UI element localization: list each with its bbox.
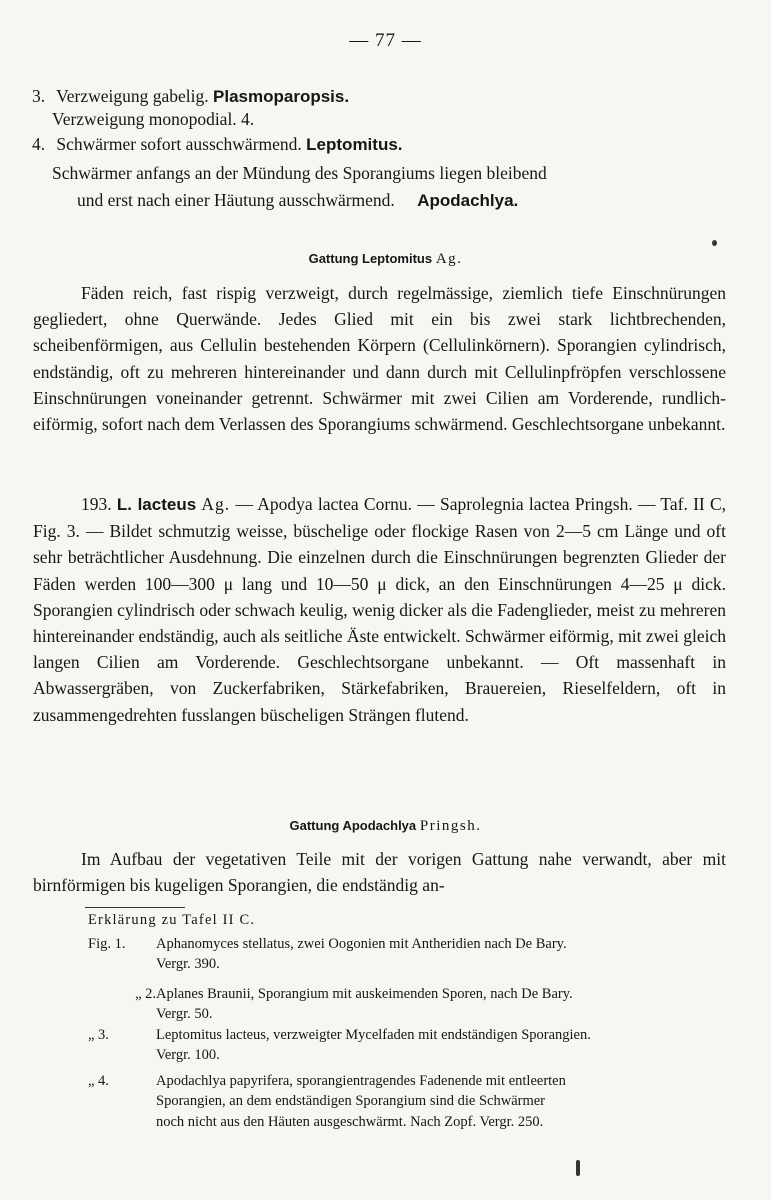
key-taxon-leptomitus: Leptomitus. xyxy=(306,135,403,154)
footnote-label: „ 3. xyxy=(88,1027,109,1043)
species-author: Ag. xyxy=(201,494,231,514)
key-text: Verzweigung gabelig. xyxy=(56,86,209,106)
species-entry-193 xyxy=(33,491,726,728)
genus-name: Gattung Apodachlya xyxy=(289,818,417,833)
footnote-magnification: Vergr. 50. xyxy=(156,1006,213,1023)
key-text: Schwärmer anfangs an der Mündung des Sporangiums liegen bleibend xyxy=(52,163,547,183)
footnote-fig-1 xyxy=(88,934,738,975)
genus-heading-apodachlya xyxy=(0,818,771,835)
footnote-label: „ 2. xyxy=(135,986,156,1002)
key-line-3 xyxy=(32,85,732,108)
key-text: Verzweigung monopodial. 4. xyxy=(52,109,255,129)
ink-speck xyxy=(576,1160,580,1176)
footnote-magnification: Vergr. 390. xyxy=(156,956,220,973)
key-number: 3. xyxy=(32,86,46,106)
key-taxon-apodachlya: Apodachlya. xyxy=(417,191,519,210)
footnote-text-line: noch nicht aus den Häuten ausgeschwärmt. Nach Zopf. Vergr. 250. xyxy=(156,1113,544,1130)
footnote-label: „ 4. xyxy=(88,1073,109,1089)
footnote-divider xyxy=(85,907,185,908)
key-number: 4. xyxy=(32,134,46,154)
footnote-fig-4 xyxy=(88,1071,738,1132)
species-name: L. lacteus xyxy=(116,495,197,514)
footnote-text: Aplanes Braunii, Sporangium mit auskeimenden Sporen, nach De Bary. xyxy=(156,986,573,1002)
key-line-4 xyxy=(32,133,732,156)
footnote-title: Erklärung zu Tafel II C. xyxy=(88,912,256,928)
key-line-4b xyxy=(32,162,732,184)
key-text: und erst nach einer Häutung ausschwärmend. xyxy=(77,190,395,210)
species-number: 193. xyxy=(81,494,112,514)
footnote-text: Apodachlya papyrifera, sporangientragendes Fadenende mit entleerten xyxy=(156,1073,566,1089)
key-text: Schwärmer sofort ausschwärmend. xyxy=(56,134,302,154)
footnote-fig-3 xyxy=(88,1025,738,1066)
genus-name: Gattung Leptomitus xyxy=(308,251,433,266)
genus-author: Pringsh. xyxy=(419,818,482,834)
footnote-fig-2 xyxy=(88,984,738,1025)
footnote-text: Leptomitus lacteus, verzweigter Mycelfaden mit endständigen Sporangien. xyxy=(156,1027,591,1043)
genus-heading-leptomitus xyxy=(0,251,771,268)
genus-description-text: Im Aufbau der vegetativen Teile mit der vorigen Gattung nahe verwandt, aber mit birnförmigen bis kugeligen Sporangien, die endständig an- xyxy=(33,849,726,896)
genus-author: Ag. xyxy=(435,251,463,267)
key-line-4c xyxy=(32,189,732,212)
genus-description-apodachlya xyxy=(33,846,726,898)
footnote-text: Aphanomyces stellatus, zwei Oogonien mit Antheridien nach De Bary. xyxy=(156,936,567,952)
ink-speck xyxy=(712,240,717,246)
footnote-magnification: Vergr. 100. xyxy=(156,1047,220,1064)
key-line-3b xyxy=(32,108,732,130)
key-taxon-plasmoparopsis: Plasmoparopsis. xyxy=(213,87,350,106)
footnote-label: Fig. 1. xyxy=(88,936,126,952)
species-description: — Apodya lactea Cornu. — Saprolegnia lactea Pringsh. — Taf. II C, Fig. 3. — Bildet schmutzig weisse, büschelige oder flockige Rasen von 2—5 cm Länge und oft sehr beträchtlicher Ausdehnung. Die einzelnen durch die Einschnürungen begrenzten Glieder der Fäden werden 100—300 μ lang und 10—50 μ dick, an den Einschnürungen 4—25 μ dick. Sporangien cylindrisch oder schwach keulig, wenig dicker als die Fadenglieder, meist zu mehreren hintereinander endständig, auch als seitliche Äste entwickelt. Schwärmer eiförmig, mit zwei gleich langen Cilien am Vorderende. Geschlechtsorgane unbekannt. — Oft massenhaft in Abwassergräben, von Zuckerfabriken, Stärkefabriken, Brauereien, Rieselfeldern, oft in zusammengedrehten fusslangen büscheligen Strängen flutend. xyxy=(33,494,727,725)
genus-description-text: Fäden reich, fast rispig verzweigt, durch regelmässige, ziemlich tiefe Einschnürungen gegliedert, ohne Querwände. Jedes Glied mit ein bis zwei stark lichtbrechenden, scheibenförmigen, aus Cellulin bestehenden Körpern (Cellulinkörnern). Sporangien cylindrisch, endständig, oft zu mehreren hintereinander und dann durch mit Cellulinpfröpfen verschlossene Einschnürungen voneinander getrennt. Schwärmer mit zwei Cilien am Vorderende, rundlich-eiförmig, sofort nach dem Verlassen des Sporangiums schwärmend. Geschlechtsorgane unbekannt. xyxy=(33,283,726,435)
footnote-text-line: Sporangien, an dem endständigen Sporangium sind die Schwärmer xyxy=(156,1093,546,1110)
genus-description-leptomitus xyxy=(33,280,726,437)
page-number: — 77 — xyxy=(349,30,422,51)
